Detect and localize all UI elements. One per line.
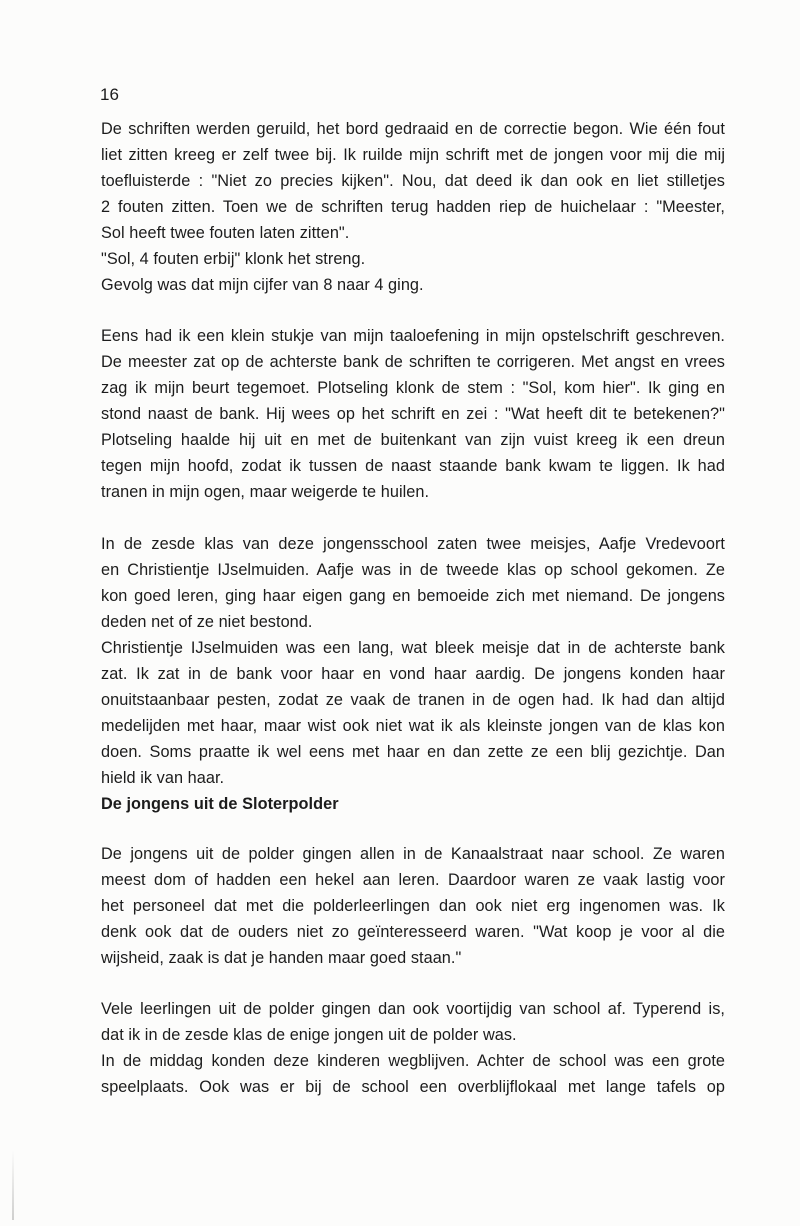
text-line: meest dom of hadden een hekel aan leren. Daardoor waren ze vaak lastig voor bbox=[101, 871, 725, 889]
text-line: zat. Ik zat in de bank voor haar en vond haar aardig. De jongens konden haar bbox=[101, 665, 725, 683]
text-line: De schriften werden geruild, het bord gedraaid en de correctie begon. Wie één fout bbox=[101, 120, 725, 138]
text-line: Sol heeft twee fouten laten zitten". bbox=[101, 224, 350, 242]
text-line: Eens had ik een klein stukje van mijn taaloefening in mijn opstelschrift geschreven. bbox=[101, 327, 725, 345]
text-line: 2 fouten zitten. Toen we de schriften terug hadden riep de huichelaar : "Meester, bbox=[101, 198, 725, 216]
text-line: liet zitten kreeg er zelf twee bij. Ik ruilde mijn schrift met de jongen voor mij die mij bbox=[101, 146, 725, 164]
text-line: Christientje IJselmuiden was een lang, wat bleek meisje dat in de achterste bank bbox=[101, 639, 725, 657]
paragraph-3 bbox=[101, 531, 725, 791]
text-line: denk ook dat de ouders niet zo geïnteresseerd waren. "Wat koop je voor al die bbox=[101, 923, 725, 941]
text-line: onuitstaanbaar pesten, zodat ze vaak de tranen in de ogen had. Ik had dan altijd bbox=[101, 691, 725, 709]
text-line: het personeel dat met die polderleerlingen dan ook niet erg ingenomen was. Ik bbox=[101, 897, 725, 915]
text-line: stond naast de bank. Hij wees op het schrift en zei : "Wat heeft dit te betekenen?" bbox=[101, 405, 725, 423]
text-line: medelijden met haar, maar wist ook niet wat ik als kleinste jongen van de klas kon bbox=[101, 717, 725, 735]
paragraph-5 bbox=[101, 996, 725, 1100]
page-body bbox=[101, 116, 725, 1100]
text-line: dat ik in de zesde klas de enige jongen uit de polder was. bbox=[101, 1026, 517, 1044]
text-line: tranen in mijn ogen, maar weigerde te huilen. bbox=[101, 483, 430, 501]
text-line: en Christientje IJselmuiden. Aafje was in de tweede klas op school gekomen. Ze bbox=[101, 561, 725, 579]
text-line: De jongens uit de polder gingen allen in de Kanaalstraat naar school. Ze waren bbox=[101, 845, 725, 863]
text-line: In de zesde klas van deze jongensschool zaten twee meisjes, Aafje Vredevoort bbox=[101, 535, 725, 553]
page-edge-shadow bbox=[12, 1150, 14, 1220]
text-line: Gevolg was dat mijn cijfer van 8 naar 4 ging. bbox=[101, 276, 424, 294]
section-heading: De jongens uit de Sloterpolder bbox=[101, 795, 339, 813]
text-line: tegen mijn hoofd, zodat ik tussen de naast staande bank kwam te liggen. Ik had bbox=[101, 457, 725, 475]
text-line: zag ik mijn beurt tegemoet. Plotseling klonk de stem : "Sol, kom hier". Ik ging en bbox=[101, 379, 725, 397]
text-line: deden net of ze niet bestond. bbox=[101, 613, 313, 631]
text-line: "Sol, 4 fouten erbij" klonk het streng. bbox=[101, 250, 366, 268]
text-line: Plotseling haalde hij uit en met de buitenkant van zijn vuist kreeg ik een dreun bbox=[101, 431, 725, 449]
paragraph-1 bbox=[101, 116, 725, 298]
page-number: 16 bbox=[100, 85, 119, 104]
text-line: kon goed leren, ging haar eigen gang en bemoeide zich met niemand. De jongens bbox=[101, 587, 725, 605]
paragraph-2 bbox=[101, 323, 725, 505]
text-line: speelplaats. Ook was er bij de school een overblijflokaal met lange tafels op bbox=[101, 1078, 725, 1096]
text-line: doen. Soms praatte ik wel eens met haar en dan zette ze een blij gezichtje. Dan bbox=[101, 743, 725, 761]
text-line: wijsheid, zaak is dat je handen maar goed staan." bbox=[101, 949, 462, 967]
text-line: In de middag konden deze kinderen wegblijven. Achter de school was een grote bbox=[101, 1052, 725, 1070]
text-line: Vele leerlingen uit de polder gingen dan ook voortijdig van school af. Typerend is, bbox=[101, 1000, 725, 1018]
text-line: De meester zat op de achterste bank de schriften te corrigeren. Met angst en vrees bbox=[101, 353, 725, 371]
text-line: toefluisterde : "Niet zo precies kijken". Nou, dat deed ik dan ook en liet stilletjes bbox=[101, 172, 725, 190]
text-line: hield ik van haar. bbox=[101, 769, 225, 787]
paragraph-4 bbox=[101, 841, 725, 971]
